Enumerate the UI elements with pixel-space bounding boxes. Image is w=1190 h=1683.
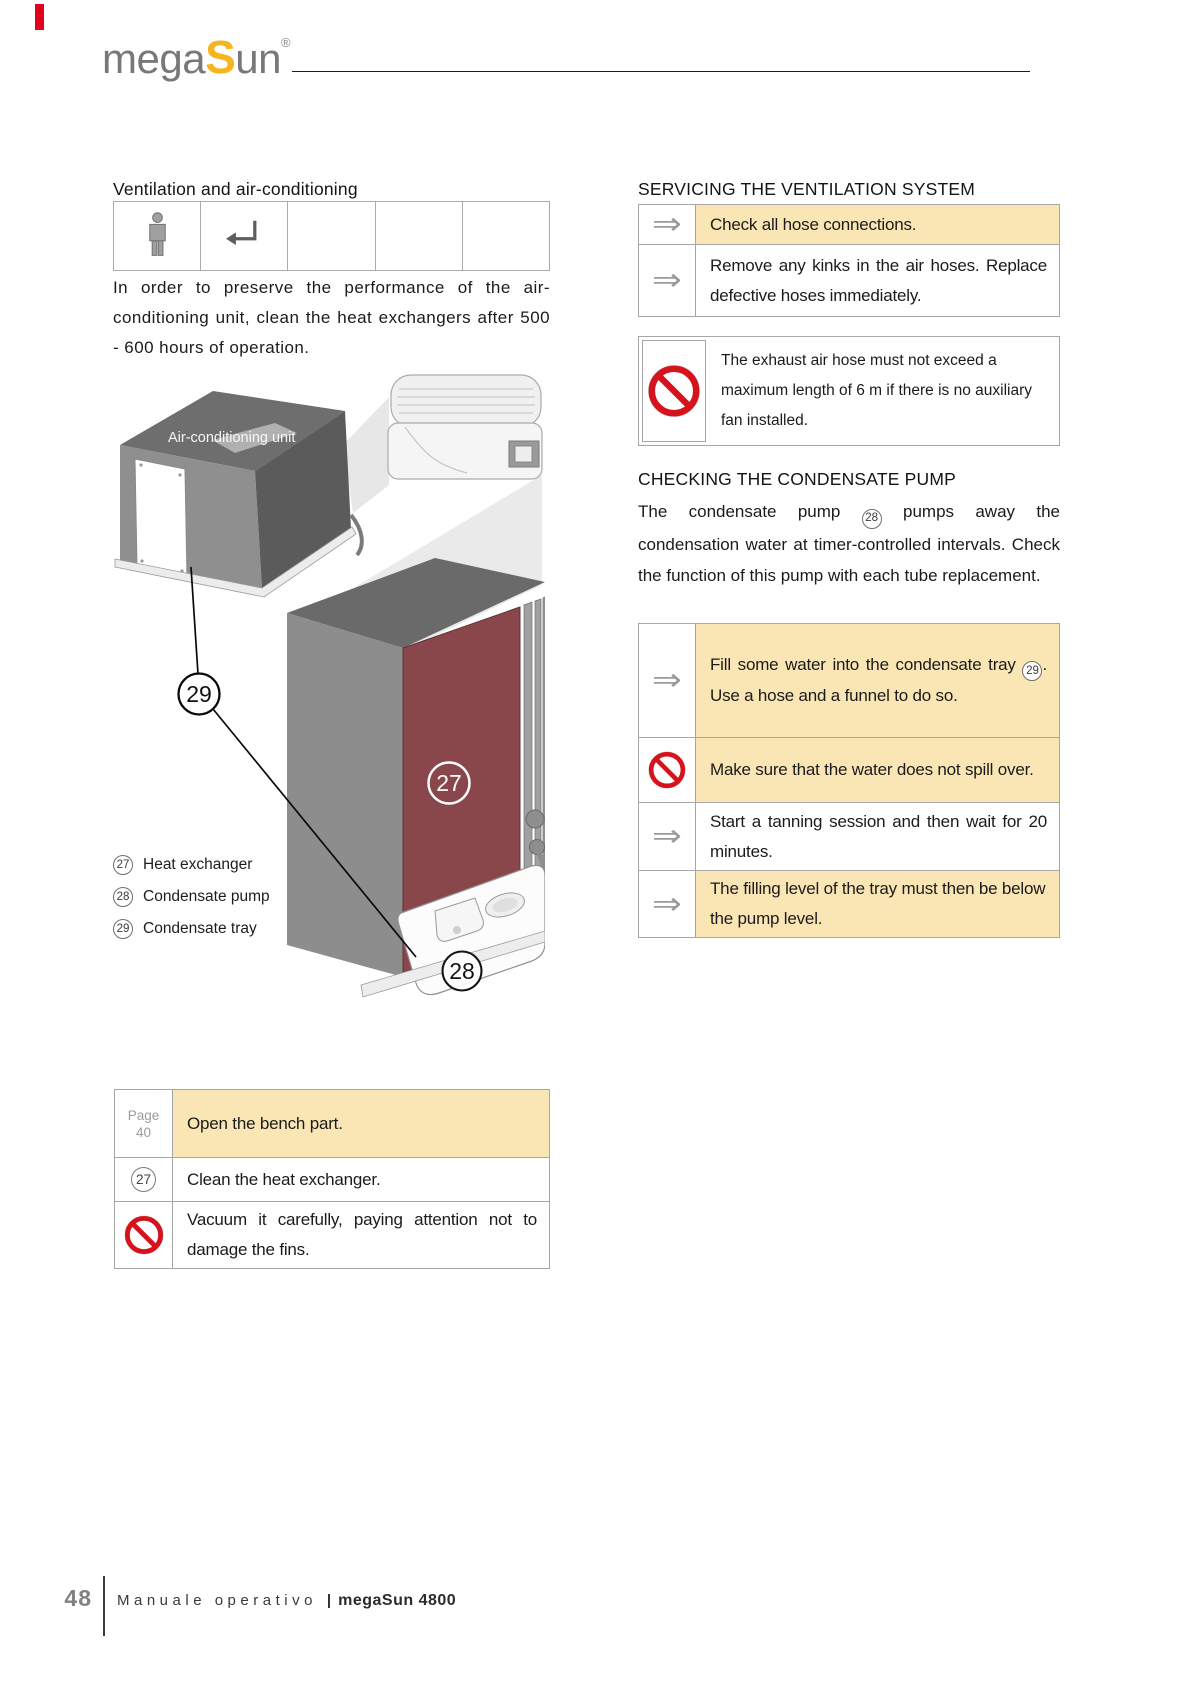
- callout-27-number: 27: [436, 770, 462, 796]
- footer-manual-label: Manuale operativo: [117, 1592, 317, 1609]
- pump-intro-before: The condensate pump: [638, 502, 841, 521]
- logo-part2: un: [235, 35, 281, 82]
- logo-accent-s: S: [205, 31, 236, 83]
- left-intro-paragraph: In order to preserve the performance of the air-conditioning unit, clean the heat exchangers after 500 - 600 hours of operation.: [113, 278, 550, 357]
- legend-label: Condensate pump: [143, 888, 270, 905]
- tanning-bed-illustration: [388, 375, 542, 479]
- legend-label: Heat exchanger: [143, 856, 253, 873]
- pump-heading: CHECKING THE CONDENSATE PUMP: [638, 469, 957, 489]
- arrow-cell: [639, 871, 696, 937]
- warning-text: The exhaust air hose must not exceed a maximum length of 6 m if there is no auxiliary fan installed.: [721, 352, 1032, 429]
- detail-view-illustration: [287, 558, 545, 997]
- circled-29-icon: 29: [1022, 661, 1042, 681]
- double-arrow-icon: ⇒: [652, 206, 682, 242]
- pictogram-strip: [113, 201, 550, 271]
- step-text-cell: [696, 245, 1059, 316]
- prohibition-icon: [647, 750, 687, 790]
- step-text: Remove any kinks in the air hoses. Replace defective hoses immediately.: [710, 255, 1047, 305]
- step-text: Clean the heat exchanger.: [187, 1169, 381, 1189]
- step-text-before: Fill some water into the condensate tray: [710, 655, 1016, 674]
- step-text: The filling level of the tray must then be below the pump level.: [710, 879, 1046, 928]
- double-arrow-icon: ⇒: [652, 262, 682, 298]
- page-corner-marker: [35, 4, 44, 30]
- table-row: [639, 244, 1059, 316]
- heat-exchanger-steps-table: [114, 1089, 550, 1269]
- prohibition-cell: [115, 1202, 173, 1268]
- step-text-cell: [173, 1158, 549, 1201]
- step-text: Open the bench part.: [187, 1113, 343, 1133]
- step-text-cell: [696, 803, 1059, 870]
- table-row: [639, 624, 1059, 737]
- pictogram-cell-return: [201, 202, 288, 270]
- arrow-cell: [639, 803, 696, 870]
- air-conditioning-diagram: [105, 345, 545, 1010]
- footer-divider: [103, 1576, 105, 1636]
- step-text-after: . Use a hose and a funnel to do so.: [710, 655, 1047, 705]
- legend-item-condensate-tray: [113, 916, 257, 942]
- arrow-cell: [639, 624, 696, 737]
- prohibition-icon: [646, 363, 702, 419]
- footer-text: [117, 1592, 456, 1610]
- table-row: [639, 870, 1059, 937]
- left-section-heading: Ventilation and air-conditioning: [113, 179, 358, 199]
- table-row: [639, 802, 1059, 870]
- callout-29-number: 29: [186, 681, 212, 707]
- step-text: Start a tanning session and then wait for 20 minutes.: [710, 811, 1047, 861]
- circled-number-cell: [115, 1158, 173, 1201]
- table-row: [639, 205, 1059, 244]
- step-text-cell: [696, 871, 1059, 937]
- megasun-logo: [102, 30, 291, 84]
- page-ref-number: 40: [135, 1124, 152, 1140]
- legend-label: Condensate tray: [143, 920, 257, 937]
- table-row: [115, 1201, 549, 1268]
- prohibition-cell: [642, 340, 706, 442]
- legend-item-heat-exchanger: [113, 852, 252, 878]
- step-text: Check all hose connections.: [710, 214, 917, 234]
- footer-product-name: megaSun 4800: [338, 1592, 457, 1609]
- circled-28-icon: 28: [862, 509, 882, 529]
- step-text: Make sure that the water does not spill over.: [710, 760, 1034, 779]
- pictogram-cell-empty-2: [376, 202, 463, 270]
- step-text-cell: [696, 205, 1059, 244]
- page-reference-cell: [115, 1090, 173, 1157]
- step-text-cell: [696, 624, 1059, 737]
- exhaust-hose-warning-box: [638, 336, 1060, 446]
- step-text-cell: [696, 738, 1059, 802]
- unit-label: Air-conditioning unit: [168, 430, 296, 446]
- arrow-cell: [639, 205, 696, 244]
- circled-28-icon: 28: [113, 887, 133, 907]
- double-arrow-icon: ⇒: [652, 818, 682, 854]
- step-text-cell: [173, 1090, 549, 1157]
- prohibition-cell: [639, 738, 696, 802]
- step-text: Vacuum it carefully, paying attention not to damage the fins.: [187, 1210, 537, 1259]
- pump-check-steps-table: [638, 623, 1060, 938]
- circled-27-icon: 27: [113, 855, 133, 875]
- prohibition-icon: [123, 1214, 165, 1256]
- return-arrow-icon: [223, 218, 265, 254]
- step-text-cell: [173, 1202, 549, 1268]
- person-icon: [142, 211, 173, 261]
- page-number: 48: [64, 1585, 92, 1611]
- table-row: [115, 1090, 549, 1157]
- double-arrow-icon: ⇒: [652, 885, 682, 922]
- header-rule: [292, 71, 1030, 72]
- pump-intro-after: pumps away the condensation water at timer-controlled intervals. Check the function of this pump with each tube replacement.: [638, 502, 1060, 585]
- legend-item-condensate-pump: [113, 884, 270, 910]
- callout-28: [443, 952, 482, 991]
- table-row: [115, 1157, 549, 1201]
- arrow-cell: [639, 245, 696, 316]
- pictogram-cell-empty-3: [463, 202, 549, 270]
- logo-part1: mega: [102, 35, 206, 82]
- zoom-beam-upper: [343, 397, 389, 513]
- pictogram-cell-person: [114, 202, 201, 270]
- pictogram-cell-empty-1: [288, 202, 375, 270]
- double-arrow-icon: ⇒: [652, 662, 682, 698]
- registered-mark: ®: [280, 35, 291, 50]
- servicing-heading: SERVICING THE VENTILATION SYSTEM: [638, 179, 976, 199]
- page-ref-word: Page: [127, 1107, 160, 1123]
- callout-28-number: 28: [449, 958, 475, 984]
- footer-separator: |: [326, 1592, 332, 1609]
- table-row: [639, 737, 1059, 802]
- servicing-steps-table: [638, 204, 1060, 317]
- pump-intro-paragraph: [638, 496, 1060, 591]
- circled-27-icon: 27: [131, 1167, 156, 1192]
- ac-unit-illustration: [115, 391, 362, 597]
- circled-29-icon: 29: [113, 919, 133, 939]
